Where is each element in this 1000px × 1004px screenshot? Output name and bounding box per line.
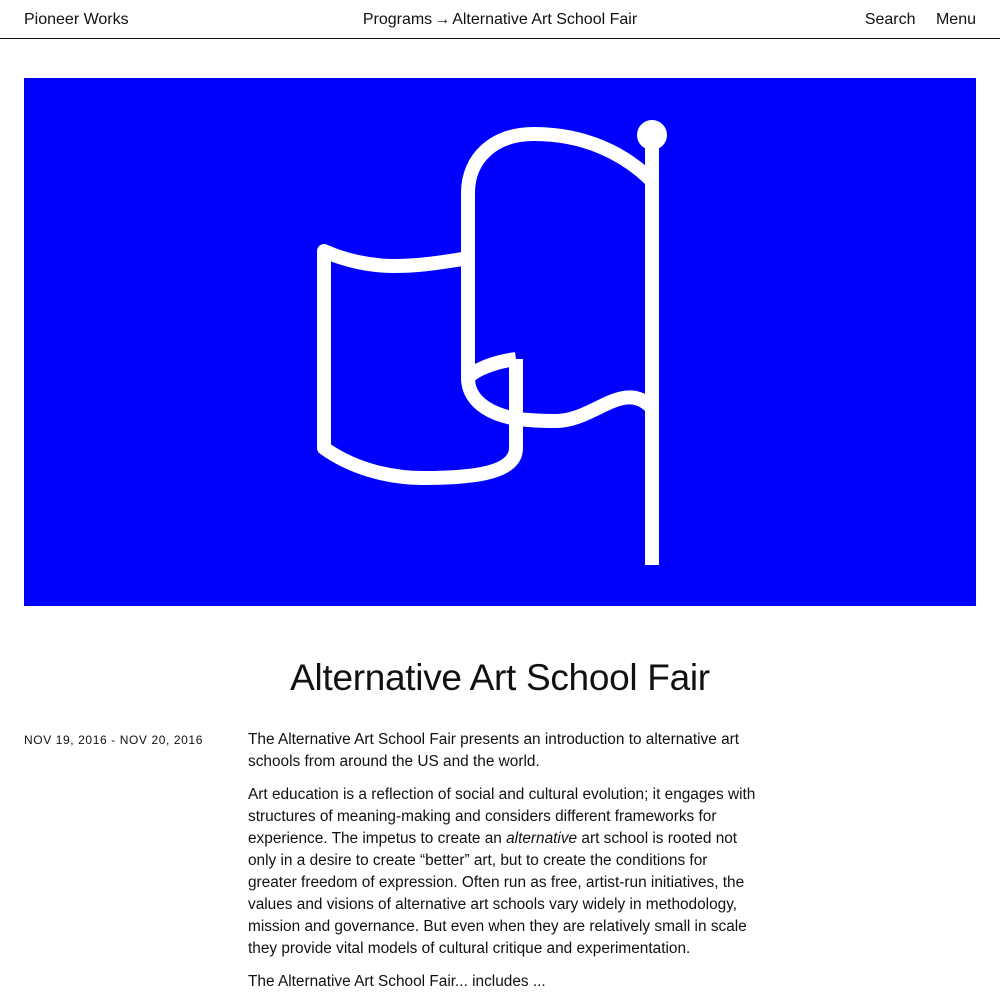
breadcrumb-current: Alternative Art School Fair (452, 11, 638, 28)
flag-pole-finial (637, 120, 667, 150)
header-actions (849, 0, 976, 39)
article-body (248, 729, 758, 1004)
menu-button[interactable]: Menu (935, 11, 976, 28)
event-date: NOV 19, 2016 - NOV 20, 2016 (24, 733, 203, 747)
brand-logo-link[interactable]: Pioneer Works (24, 11, 129, 28)
search-button[interactable]: Search (864, 11, 916, 28)
paragraph-intro: The Alternative Art School Fair presents an introduction to alternative art schools from around the US and the world. (248, 731, 740, 770)
paragraph-education: Art education is a reflection of social and cultural evolution; it engages with structures of meaning-making and considers different frameworks for experience. The impetus to create an alternative art school is rooted not only in a desire to create “better” art, but to create the conditions for greater freedom of expression. Often run as free, artist-run initiatives, the values and visions of alternative art schools vary widely in methodology, mission and governance. But even when they are relatively small in scale they provide vital models of cultural critique and experimentation. (248, 786, 756, 957)
breadcrumb-programs-link[interactable]: Programs (362, 11, 433, 28)
hero-banner (24, 78, 976, 606)
flag-icon (24, 78, 976, 606)
top-nav-bar (0, 0, 1000, 39)
arrow-right-icon: → (434, 11, 451, 28)
page-title: Alternative Art School Fair (290, 657, 710, 698)
paragraph-fair-details: The Alternative Art School Fair... includes ... (248, 973, 546, 990)
